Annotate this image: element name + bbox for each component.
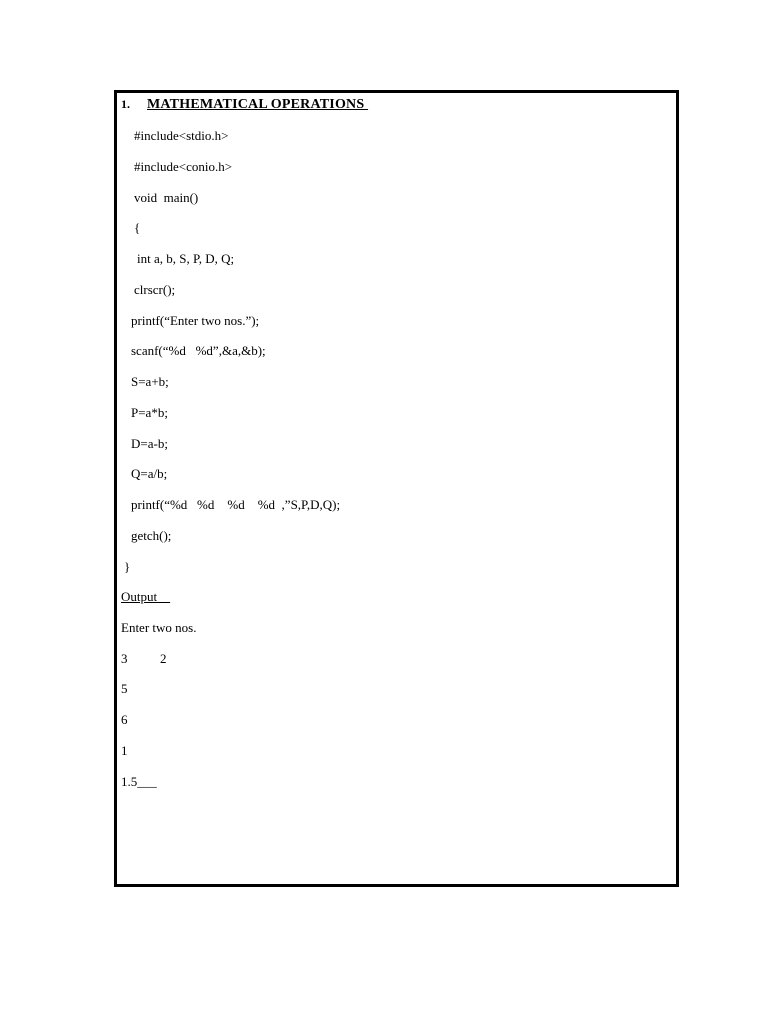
code-line: int a, b, S, P, D, Q; (137, 251, 235, 266)
output-label: Output (121, 589, 171, 604)
section-number: 1. (121, 97, 130, 111)
output-last-line (121, 774, 157, 790)
code-line: printf(“Enter two nos.”); (131, 313, 260, 328)
code-line: clrscr(); (134, 282, 176, 297)
document-border (114, 90, 679, 887)
code-line: S=a+b; (131, 374, 169, 389)
section-title: MATHEMATICAL OPERATIONS (147, 97, 369, 112)
code-line: void main() (134, 190, 199, 205)
output-line: 6 (121, 712, 128, 727)
output-line: 1.5 (121, 774, 138, 789)
section-heading (121, 95, 368, 114)
code-line: { (134, 220, 141, 235)
code-line: #include<conio.h> (134, 159, 233, 174)
output-line: Enter two nos. (121, 620, 197, 635)
output-trailing-rule: ___ (137, 774, 157, 789)
code-line: D=a-b; (131, 436, 168, 451)
code-line: P=a*b; (131, 405, 168, 420)
code-line: printf(“%d %d %d %d ,”S,P,D,Q); (131, 497, 341, 512)
code-line: Q=a/b; (131, 466, 168, 481)
code-line: scanf(“%d %d”,&a,&b); (131, 343, 266, 358)
code-line: #include<stdio.h> (134, 128, 229, 143)
code-line: getch(); (131, 528, 172, 543)
output-line: 3 2 (121, 651, 167, 666)
output-line: 5 (121, 681, 128, 696)
output-line: 1 (121, 743, 128, 758)
code-line: } (124, 559, 131, 574)
